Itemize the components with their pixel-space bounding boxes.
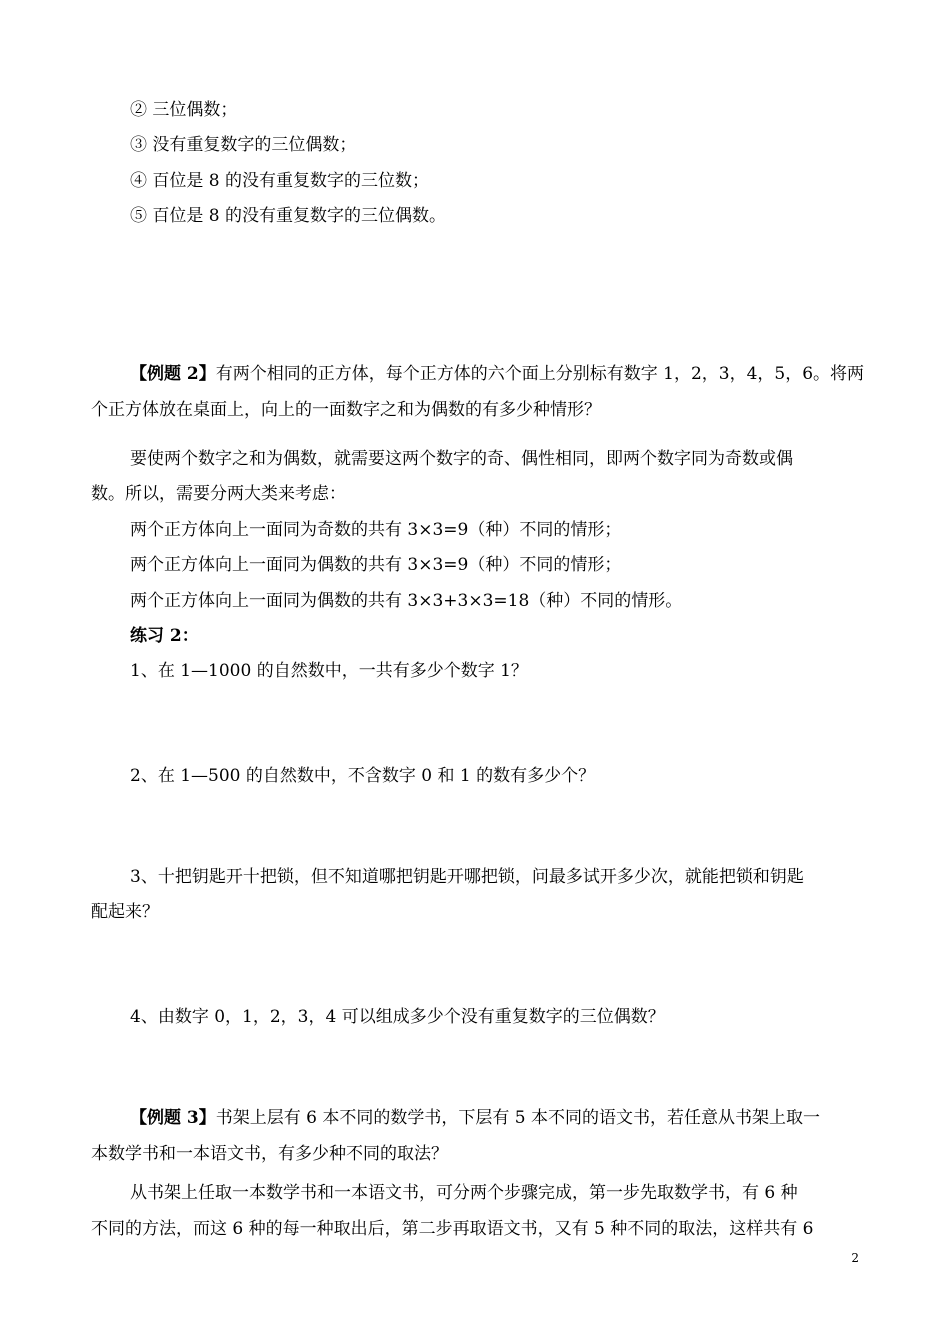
example-2-text-1: 有两个相同的正方体，每个正方体的六个面上分别标有数字 1，2，3，4，5，6。将两: [215, 364, 865, 384]
item-5: ⑤ 百位是 8 的没有重复数字的三位偶数。: [130, 206, 447, 226]
example-2-explain-2: 数。所以，需要分两大类来考虑：: [91, 484, 346, 504]
example-2-total: 两个正方体向上一面同为偶数的共有 3×3+3×3=18（种）不同的情形。: [130, 591, 683, 611]
example-3-explain-1: 从书架上任取一本数学书和一本语文书，可分两个步骤完成，第一步先取数学书，有 6 种: [130, 1183, 798, 1203]
example-2-case-2: 两个正方体向上一面同为偶数的共有 3×3=9（种）不同的情形；: [130, 555, 622, 575]
practice-2-q2: 2、在 1—500 的自然数中，不含数字 0 和 1 的数有多少个？: [130, 766, 596, 786]
example-2-line-1: [130, 362, 950, 386]
example-3-explain-2: 不同的方法，而这 6 种的每一种取出后，第二步再取语文书，又有 5 种不同的取法，这样共有 6: [91, 1219, 814, 1239]
example-2-label: 【例题 2】: [130, 364, 216, 384]
example-3-line-1: [130, 1106, 950, 1130]
example-3-line-2: 本数学书和一本语文书，有多少种不同的取法？: [91, 1144, 448, 1164]
practice-2-q4: 4、由数字 0，1，2，3，4 可以组成多少个没有重复数字的三位偶数？: [130, 1007, 665, 1027]
item-4: ④ 百位是 8 的没有重复数字的三位数；: [130, 171, 430, 191]
example-2-explain-1: 要使两个数字之和为偶数，就需要这两个数字的奇、偶性相同，即两个数字同为奇数或偶: [130, 449, 793, 469]
item-3: ③ 没有重复数字的三位偶数；: [130, 135, 357, 155]
practice-2-q3-line-1: 3、十把钥匙开十把锁，但不知道哪把钥匙开哪把锁，问最多试开多少次，就能把锁和钥匙: [130, 867, 804, 887]
example-3-text-1: 书架上层有 6 本不同的数学书，下层有 5 本不同的语文书，若任意从书架上取一: [215, 1108, 820, 1128]
practice-2-q1: 1、在 1—1000 的自然数中，一共有多少个数字 1？: [130, 661, 528, 681]
item-2: ② 三位偶数；: [130, 100, 238, 120]
page-number: 2: [851, 1251, 859, 1265]
example-2-case-1: 两个正方体向上一面同为奇数的共有 3×3=9（种）不同的情形；: [130, 520, 622, 540]
practice-2-q3-line-2: 配起来？: [91, 902, 159, 922]
example-3-label: 【例题 3】: [130, 1108, 216, 1128]
practice-2-title: 练习 2：: [130, 626, 199, 646]
example-2-line-2: 个正方体放在桌面上，向上的一面数字之和为偶数的有多少种情形？: [91, 400, 601, 420]
